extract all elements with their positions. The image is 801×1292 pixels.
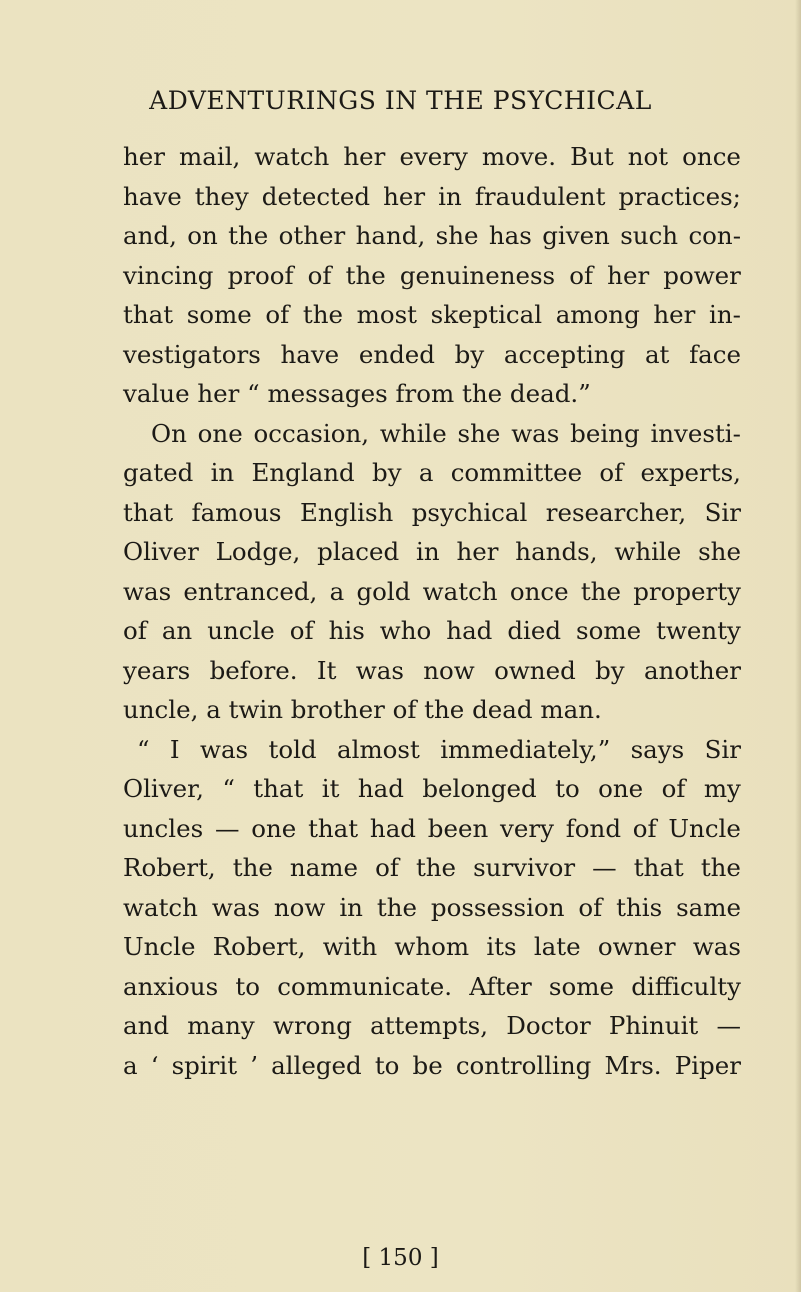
text-line: of an uncle of his who had died some twenty	[123, 616, 741, 645]
body-text	[123, 137, 741, 1085]
text-line: a ‘ spirit ’ alleged to be controlling Mrs. Piper	[123, 1050, 741, 1080]
text-line: was entranced, a gold watch once the property	[123, 576, 741, 606]
text-line: anxious to communicate. After some difficulty	[123, 971, 741, 1001]
text-line: “ I was told almost immediately,” says Sir	[137, 734, 741, 764]
text-line: have they detected her in fraudulent practices;	[123, 181, 741, 211]
text-line: that famous English psychical researcher, Sir	[123, 497, 741, 527]
page-number: [ 150 ]	[362, 1245, 439, 1271]
text-line: and, on the other hand, she has given such con-	[123, 221, 741, 250]
text-line: years before. It was now owned by another	[123, 655, 741, 685]
text-line: that some of the most skeptical among her in-	[123, 300, 741, 329]
text-line: Uncle Robert, with whom its late owner was	[123, 932, 741, 961]
text-line: uncle, a twin brother of the dead man.	[123, 695, 602, 724]
text-line: Robert, the name of the survivor — that the	[123, 853, 741, 882]
text-line: Oliver, “ that it had belonged to one of my	[123, 774, 741, 803]
page-edge-shadow	[795, 0, 801, 1292]
text-line: value her “ messages from the dead.”	[123, 379, 591, 408]
text-line: watch was now in the possession of this same	[123, 892, 741, 922]
text-line: her mail, watch her every move. But not once	[123, 142, 741, 171]
text-line: vestigators have ended by accepting at face	[123, 339, 741, 369]
text-line: On one occasion, while she was being investi-	[151, 418, 741, 448]
running-head: ADVENTURINGS IN THE PSYCHICAL	[149, 86, 652, 115]
text-line: uncles — one that had been very fond of Uncle	[123, 813, 741, 843]
text-line: gated in England by a committee of experts,	[123, 458, 741, 487]
text-line: Oliver Lodge, placed in her hands, while she	[123, 537, 741, 566]
text-line: and many wrong attempts, Doctor Phinuit —	[123, 1011, 741, 1040]
text-line: vincing proof of the genuineness of her power	[123, 260, 741, 290]
